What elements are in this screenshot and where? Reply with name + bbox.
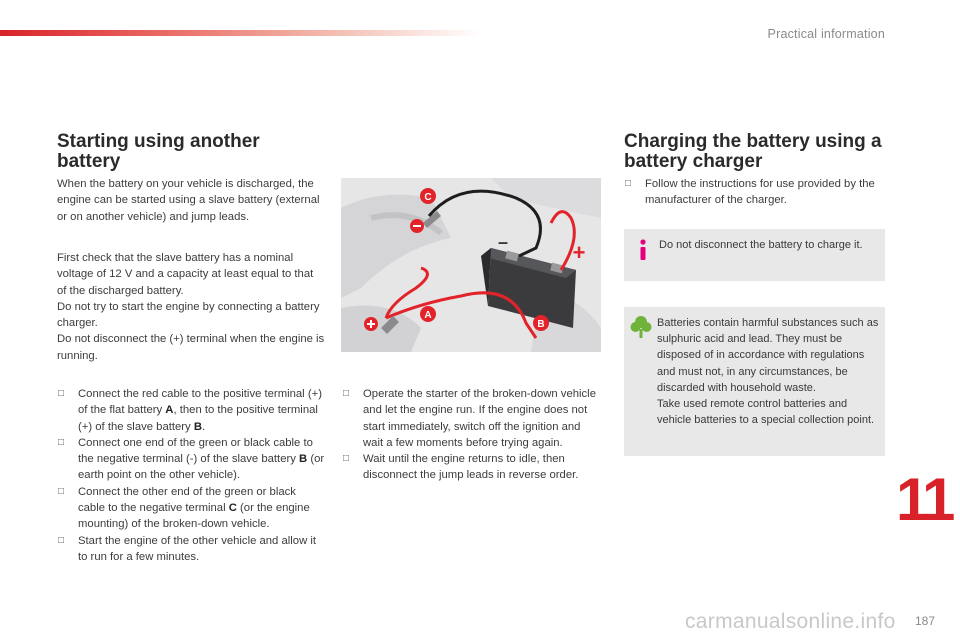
env-note-line: Batteries contain harmful substances such as sulphuric acid and lead. They must be disposed of in accordance with regulations and must not, in any circumstances, be discarded with household waste.	[657, 317, 879, 394]
intro-text: When the battery on your vehicle is discharged, the engine can be started using a slave battery (external or on another vehicle) and jump leads.	[57, 178, 320, 223]
list-item	[57, 533, 325, 566]
step-check-icon: □	[58, 388, 65, 399]
precaution-line: Do not try to start the engine by connecting a battery charger.	[57, 300, 320, 330]
step-check-icon: □	[58, 436, 65, 448]
battery-minus-sign: –	[497, 232, 509, 252]
list-item	[342, 386, 600, 451]
step-text: Operate the starter of the broken-down vehicle and let the engine run. If the engine does not start immediately, switch off the ignition and wait a few moments before trying again.	[363, 388, 596, 449]
chapter-number: 11	[896, 466, 952, 533]
step-check-icon: □	[58, 534, 65, 546]
step-text: Connect one end of the green or black cable to the negative terminal (-) of the slave battery B (or earth point on the other vehicle).	[78, 436, 325, 482]
battery-plus-sign: +	[572, 240, 586, 265]
step-check-icon: □	[625, 178, 632, 189]
engine-start-steps	[342, 386, 600, 484]
environment-note-box	[624, 307, 885, 456]
label-c: C	[424, 192, 432, 203]
minus-marker	[410, 219, 424, 233]
plus-marker	[364, 317, 378, 331]
tree-icon	[630, 315, 652, 339]
charging-steps	[624, 176, 884, 209]
label-c-marker	[420, 188, 436, 204]
jump-start-illustration	[341, 178, 601, 352]
step-text: Connect the red cable to the positive terminal (+) of the flat battery A, then to the positive terminal (+) of the slave battery B.	[78, 388, 322, 433]
battery-diagram	[341, 178, 601, 352]
step-text: Start the engine of the other vehicle and allow it to run for a few minutes.	[78, 534, 317, 563]
step-text: Connect the other end of the green or black cable to the negative terminal C (or the engine mounting) of the broken-down vehicle.	[78, 485, 310, 531]
info-icon	[636, 239, 650, 261]
precaution-line: Do not disconnect the (+) terminal when the engine is running.	[57, 333, 325, 362]
step-text: Wait until the engine returns to idle, then disconnect the jump leads in reverse order.	[363, 453, 579, 482]
jump-start-steps	[57, 386, 325, 565]
heading-starting-another-battery: Starting using another battery	[57, 131, 260, 172]
list-item	[57, 386, 325, 435]
step-text: Follow the instructions for use provided by the manufacturer of the charger.	[645, 178, 875, 207]
precautions-paragraph	[57, 250, 325, 364]
label-b: B	[537, 319, 545, 330]
list-item	[57, 435, 325, 484]
environment-note-text	[657, 315, 881, 428]
label-a-marker	[420, 306, 436, 322]
step-check-icon: □	[343, 388, 350, 399]
info-note-box	[624, 229, 885, 281]
list-item	[57, 484, 325, 533]
page-number: 187	[915, 614, 936, 628]
step-check-icon: □	[343, 453, 350, 465]
list-item	[342, 451, 600, 484]
section-title: Practical information	[767, 27, 885, 41]
step-check-icon: □	[58, 485, 65, 497]
header-accent-bar	[0, 30, 480, 36]
list-item	[624, 176, 884, 209]
heading-charging-battery: Charging the battery using a battery charger	[624, 131, 882, 172]
precaution-line: First check that the slave battery has a nominal voltage of 12 V and a capacity at least equal to that of the discharged battery.	[57, 252, 314, 297]
watermark-text: carmanualsonline.info	[685, 610, 896, 633]
env-note-line: Take used remote control batteries and vehicle batteries to a special collection point.	[657, 398, 875, 427]
info-note-text: Do not disconnect the battery to charge it.	[659, 239, 863, 251]
label-b-marker	[533, 315, 549, 331]
label-a: A	[424, 310, 432, 321]
intro-paragraph	[57, 176, 327, 225]
